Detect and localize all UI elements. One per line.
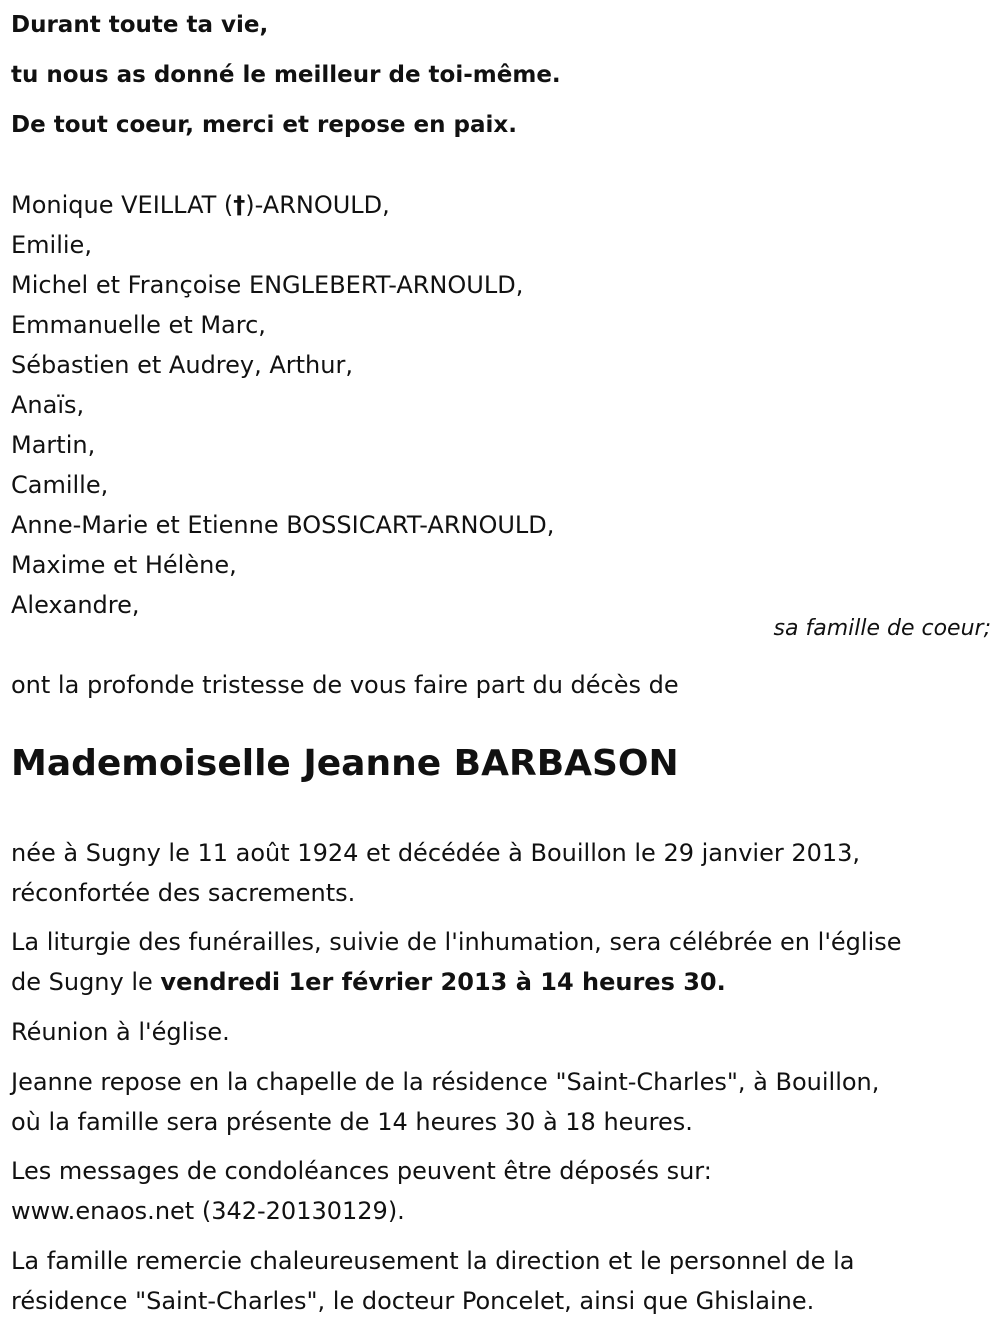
intro-line-3: De tout coeur, merci et repose en paix. bbox=[11, 112, 517, 138]
family-member: Emilie, bbox=[11, 231, 92, 259]
condoleances-line-1: Les messages de condoléances peuvent être déposés sur: bbox=[11, 1157, 712, 1185]
remerciements-line-1: La famille remercie chaleureusement la direction et le personnel de la bbox=[11, 1247, 855, 1275]
funeral-line-2-prefix: de Sugny le bbox=[11, 968, 161, 996]
funeral-paragraph bbox=[11, 922, 991, 1002]
funeral-line-2 bbox=[11, 962, 991, 1002]
chapelle-line-2: où la famille sera présente de 14 heures 30 à 18 heures. bbox=[11, 1108, 693, 1136]
funeral-date-time: vendredi 1er février 2013 à 14 heures 30. bbox=[160, 968, 726, 996]
deceased-name: Mademoiselle Jeanne BARBASON bbox=[11, 743, 679, 784]
family-line-monique bbox=[11, 190, 390, 220]
condoleances-line-2: www.enaos.net (342-20130129). bbox=[11, 1197, 405, 1225]
family-member: Camille, bbox=[11, 471, 109, 499]
family-first-part: Monique VEILLAT ( bbox=[11, 191, 234, 219]
family-member: Maxime et Hélène, bbox=[11, 551, 237, 579]
birth-death-paragraph bbox=[11, 833, 991, 913]
family-signature: sa famille de coeur; bbox=[773, 616, 991, 641]
funeral-line-1: La liturgie des funérailles, suivie de l'inhumation, sera célébrée en l'église bbox=[11, 928, 902, 956]
family-first-rest: )-ARNOULD, bbox=[245, 191, 390, 219]
birth-death-line-2: réconfortée des sacrements. bbox=[11, 879, 356, 907]
family-member: Martin, bbox=[11, 431, 96, 459]
family-member: Emmanuelle et Marc, bbox=[11, 311, 266, 339]
family-member: Alexandre, bbox=[11, 591, 140, 619]
cross-icon: † bbox=[233, 191, 246, 219]
birth-death-line-1: née à Sugny le 11 août 1924 et décédée à Bouillon le 29 janvier 2013, bbox=[11, 839, 861, 867]
intro-line-2: tu nous as donné le meilleur de toi-même. bbox=[11, 62, 561, 88]
intro-line-1: Durant toute ta vie, bbox=[11, 12, 269, 38]
family-member: Anaïs, bbox=[11, 391, 85, 419]
remerciements-line-2: résidence "Saint-Charles", le docteur Poncelet, ainsi que Ghislaine. bbox=[11, 1287, 815, 1315]
chapelle-paragraph bbox=[11, 1062, 991, 1142]
family-member: Sébastien et Audrey, Arthur, bbox=[11, 351, 353, 379]
reunion-text: Réunion à l'église. bbox=[11, 1018, 230, 1046]
remerciements-paragraph bbox=[11, 1241, 991, 1321]
chapelle-line-1: Jeanne repose en la chapelle de la résidence "Saint-Charles", à Bouillon, bbox=[11, 1068, 880, 1096]
announcement-text: ont la profonde tristesse de vous faire part du décès de bbox=[11, 671, 679, 699]
condoleances-paragraph bbox=[11, 1151, 991, 1231]
family-member: Michel et Françoise ENGLEBERT-ARNOULD, bbox=[11, 271, 524, 299]
family-member: Anne-Marie et Etienne BOSSICART-ARNOULD, bbox=[11, 511, 555, 539]
reunion-paragraph bbox=[11, 1012, 991, 1052]
